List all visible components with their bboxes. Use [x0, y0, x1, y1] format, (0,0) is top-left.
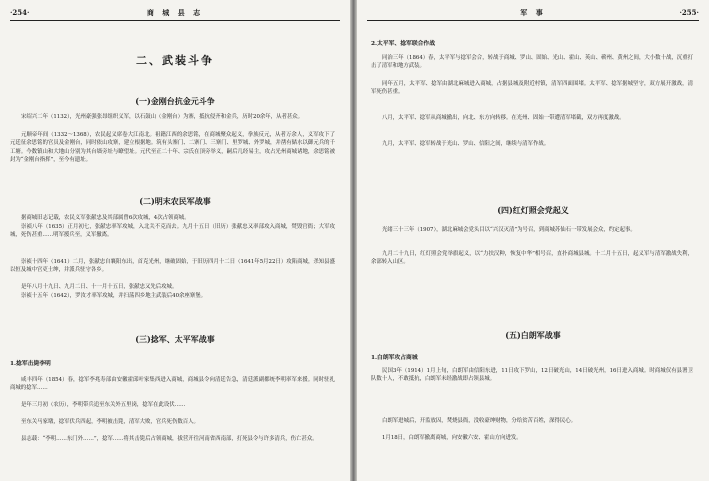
- right-page-number: ·255·: [679, 8, 699, 17]
- paragraph: 九月，太平军、捻军转战于光山、罗山、信阳之间，继续与清军作战。: [382, 141, 550, 147]
- paragraph: 县志载：“李明……东门外……”，捻军……将其击毙后占领商城，拔营开往河南省西南部，打死县令与许多清兵，伤亡甚众。: [21, 436, 318, 442]
- left-running-head: 商 城 县 志: [146, 8, 204, 17]
- right-page-header: [367, 6, 699, 21]
- section-heading: (四)红灯照会党起义: [497, 205, 569, 215]
- left-page: [0, 0, 350, 481]
- paragraph: 是年三月初（农历），李明带兵追至东关外五里岗，捻军在此设伏……: [21, 402, 186, 408]
- paragraph: 元顺帝年间（1332～1368），农民起义席卷大江南北。祖籍江西的余思铭，在商城聚众起义，拳族反元，从者万余人，义军攻下了元廷征余思铭的官员及金刚台，同时依山攻寨，建立根据地。筑有头寨门、二寨门、三寨门、里罗城、外罗城，并凿有储水以御元兵的千工塘。今数镇山和大地山分别为其台墙旁址与瞭望址。元代至正二十年、宗氏在顶旁举义，嗣后几经易主，攻占光州商城诸地，余思铭被封为“金刚台指挥”，至今有遗址。: [10, 132, 335, 163]
- paragraph: 九月二十九日，红灯照会党举旗起义，以“力扶汉种，恢复中华”相号召，直扑商城县城。十二月十五日，起义军与清军激战失利，余部转入山区。: [371, 251, 693, 266]
- right-running-head: 军 事: [520, 8, 546, 17]
- section-heading: (二)明末农民军战事: [139, 196, 211, 206]
- paragraph: 光绪三十三年（1907），湖北麻城会党头目以“兴汉灭清”为号召，到商城苏仙石一带发展会众，约定起事。: [382, 227, 636, 233]
- section-heading: (一)金刚台抗金元斗争: [135, 96, 215, 106]
- sub-heading: 1.白朗军攻占商城: [371, 355, 418, 361]
- left-page-header: [10, 6, 340, 21]
- right-page: [357, 0, 709, 481]
- left-page-number: ·254·: [10, 8, 30, 17]
- book-gutter: [350, 0, 357, 481]
- paragraph: 同治三年（1864）春，太平军与捻军会合，转战于商城、罗山、固始、光山、霍山、英山、蕲州、黄州之间，大小数十战，沉重打击了清军和地方武装。: [371, 55, 693, 70]
- paragraph: 咸丰四年（1854）春，捻军李兆寿部由安徽霍邱叶家集西进入商城，商城县令向清廷告急，清廷派副都统李明率军来援。同时驻扎商城的捻军……: [10, 377, 335, 392]
- paragraph: 1月18日，白朗军撤离商城，向安徽六安、霍山方向进发。: [382, 435, 522, 441]
- paragraph: 崇祯十五年（1642），罗汝才率军攻城，并扫荡四乡地主武装后40余座寨堡。: [21, 293, 206, 299]
- paragraph: 崇祯十四年（1641）二月，张献忠自襄阳东出，首克光州，继破固始，于旧历四月十二日（1641年5月22日）攻陷商城，杀知县盛以恒及城中官吏士绅，并派兵驻守各乡。: [10, 259, 335, 274]
- paragraph: 至东关马家墩，捻军伏兵四起，李明被击毙，清军大败，官兵死伤数百人。: [21, 419, 199, 425]
- section-heading: (五)白朗军战事: [505, 330, 561, 340]
- paragraph: 民国3年（1914）1月上旬，白朗军由信阳东进，11日攻下罗山，12日破光山，14日破光州，16日进入商城。时商城仅有县署卫队数十人，不敢抵抗，白朗军未经激战即占领县城。: [371, 368, 693, 383]
- paragraph: 是年八月十九日、九月二日、十一月十五日，张献忠又先后攻城。: [21, 284, 178, 290]
- paragraph: 八月，太平军、捻军从商城撤出，向北、东方向转移。在光州、固始一带遭清军堵截，双方再度激战。: [382, 115, 625, 121]
- paragraph: 宋绍兴二年（1132），光州豪强张昂组织义军，以石鼓山（金刚台）为寨，抵抗侵齐和金兵，历时20余年，从者甚众。: [21, 114, 304, 120]
- section-heading: (三)捻军、太平军战事: [135, 334, 215, 344]
- sub-heading: 2.太平军、捻军联合作战: [371, 41, 436, 47]
- paragraph: 同年五月，太平军、捻军由湖北麻城进入商城，占据县城及附近村镇，清军四面围堵。太平军、捻军据城坚守，双方展开激战，清军死伤甚重。: [371, 81, 693, 96]
- paragraph: 据商城旧志记载，农民义军张献忠及其部属曾6次攻城，4次占领商城。: [21, 215, 190, 221]
- paragraph: 崇祯八年（1635）正月初七，张献忠率军攻城，入北关不克而去。九月十五日（旧历）张献忠又率部攻入商城，焚毁官衙；大军攻城，死伤甚重……明军援兵至，义军撤离。: [10, 224, 335, 239]
- sub-heading: 1.捻军击毙李明: [10, 361, 51, 367]
- chapter-title: 二、武装斗争: [136, 54, 214, 67]
- paragraph: 白朗军进城后，开监放囚，焚烧县衙，没收豪绅财物，分给贫苦百姓，深得民心。: [382, 418, 577, 424]
